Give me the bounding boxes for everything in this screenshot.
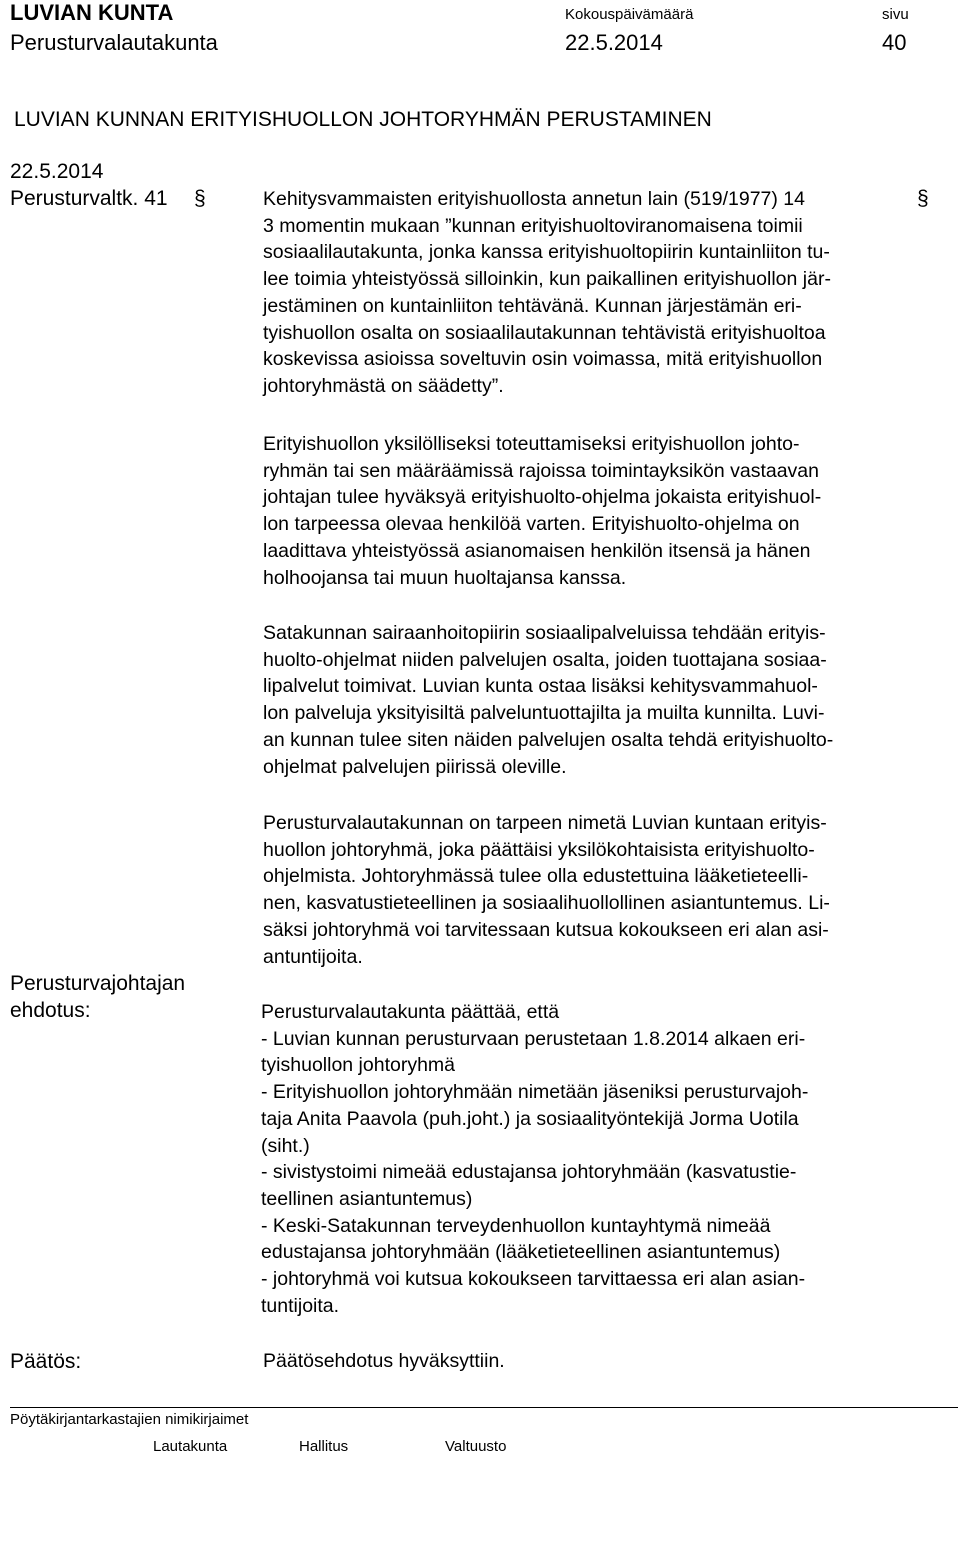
paragraph-line: sosiaalilautakunta, jonka kanssa erityishuoltopiirin kuntainliiton tu- [263,241,830,264]
reference-body: Perusturvaltk. 41 [10,187,168,210]
decision-text: Päätösehdotus hyväksyttiin. [263,1350,505,1372]
proposal-label: Perusturvajohtajan [10,972,186,995]
paragraph-line: tyishuollon osalta on sosiaalilautakunnan tehtävistä erityishuoltoa [263,321,826,344]
item-heading: LUVIAN KUNNAN ERITYISHUOLLON JOHTORYHMÄN PERUSTAMINEN [14,108,712,131]
proposal-line: - Keski-Satakunnan terveydenhuollon kuntayhtymä nimeää [261,1214,771,1237]
proposal-line: - sivistystoimi nimeää edustajansa johtoryhmään (kasvatustie- [261,1161,797,1184]
paragraph-line: Perusturvalautakunnan on tarpeen nimetä Luvian kuntaan erityis- [263,812,827,834]
paragraph-line: lipalvelut toimivat. Luvian kunta ostaa lisäksi kehitysvammahuol- [263,675,818,698]
org-name: LUVIAN KUNTA [10,0,174,25]
proposal-line: edustajansa johtoryhmään (lääketieteellinen asiantuntemus) [261,1241,781,1264]
signature-column-valtuusto: Valtuusto [445,1438,507,1455]
proposal-line: teellinen asiantuntemus) [261,1187,473,1210]
paragraph-4 [263,810,953,970]
signature-column-hallitus: Hallitus [299,1438,349,1455]
paragraph-line: lon palveluja yksityisiltä palveluntuottajilta ja muilta kunnilta. Luvi- [263,702,825,725]
proposal-line: - Luvian kunnan perusturvaan perustetaan 1.8.2014 alkaen eri- [261,1027,806,1050]
paragraph-line: johtajan tulee hyväksyä erityishuolto-ohjelma jokaista erityishuol- [263,486,822,509]
paragraph-line: holhoojansa tai muun huoltajansa kanssa. [263,566,627,589]
section-sign-icon: § [194,187,206,210]
paragraph-line: säksi johtoryhmä voi tarvitessaan kutsua kokoukseen eri alan asi- [263,918,829,941]
paragraph-line: ryhmän tai sen määräämissä rajoissa toimintayksikön vastaavan [263,459,819,482]
paragraph-line: johtoryhmästä on säädetty”. [263,374,504,397]
paragraph-line: ohjelmista. Johtoryhmässä tulee olla edustettuina lääketieteelli- [263,865,809,888]
meeting-date-label: Kokouspäivämäärä [565,6,694,23]
proposal-line: (siht.) [261,1134,310,1157]
paragraph-line: jestäminen on kuntainliiton tehtävänä. Kunnan järjestämän eri- [263,294,802,317]
paragraph-3 [263,620,953,780]
board-name: Perusturvalautakunta [10,30,218,55]
decision-label: Päätös: [10,1350,82,1373]
page-number: 40 [882,30,907,55]
reference-date: 22.5.2014 [10,160,104,183]
paragraph-line: koskevissa asioissa soveltuvin osin voimassa, mitä erityishuollon [263,348,823,371]
paragraph-2 [263,431,953,591]
footer-divider [10,1407,958,1408]
paragraph-line: nen, kasvatustieteellinen ja sosiaalihuollollinen asiantuntemus. Li- [263,892,830,915]
proposal-label-suffix: ehdotus: [10,999,91,1022]
paragraph-line: antuntijoita. [263,945,363,968]
signatures-label: Pöytäkirjantarkastajien nimikirjaimet [10,1411,249,1428]
meeting-date: 22.5.2014 [565,30,663,55]
paragraph-line: ohjelmat palvelujen piirissä oleville. [263,755,567,778]
signature-column-lautakunta: Lautakunta [153,1438,228,1455]
proposal-line: tuntijoita. [261,1294,340,1317]
paragraph-1 [263,186,913,400]
proposal-line: - johtoryhmä voi kutsua kokoukseen tarvittaessa eri alan asian- [261,1268,806,1291]
paragraph-line: Kehitysvammaisten erityishuollosta annetun lain (519/1977) 14 [263,188,805,210]
section-sign-icon: § [917,187,929,210]
paragraph-line: 3 momentin mukaan ”kunnan erityishuoltoviranomaisena toimii [263,214,803,237]
paragraph-line: huolto-ohjelmat niiden palvelujen osalta, joiden tuottajana sosiaa- [263,648,827,671]
proposal-text [261,999,951,1319]
paragraph-line: huollon johtoryhmä, joka päättäisi yksilökohtaisista erityishuolto- [263,838,815,861]
page-label: sivu [882,6,909,23]
proposal-line: Perusturvalautakunta päättää, että [261,1001,560,1023]
paragraph-line: laadittava yhteistyössä asianomaisen henkilön itsensä ja hänen [263,539,811,562]
paragraph-line: Erityishuollon yksilölliseksi toteuttamiseksi erityishuollon johto- [263,433,800,455]
proposal-line: - Erityishuollon johtoryhmään nimetään jäseniksi perusturvajoh- [261,1081,809,1104]
paragraph-line: Satakunnan sairaanhoitopiirin sosiaalipalveluissa tehdään erityis- [263,622,826,644]
proposal-line: tyishuollon johtoryhmä [261,1054,456,1077]
paragraph-line: lon tarpeessa olevaa henkilöä varten. Erityishuolto-ohjelma on [263,513,800,536]
paragraph-line: lee toimia yhteistyössä silloinkin, kun paikallinen erityishuollon jär- [263,268,831,291]
proposal-line: taja Anita Paavola (puh.joht.) ja sosiaalityöntekijä Jorma Uotila [261,1107,799,1130]
paragraph-line: an kunnan tulee siten näiden palvelujen osalta tehdä erityishuolto- [263,728,834,751]
